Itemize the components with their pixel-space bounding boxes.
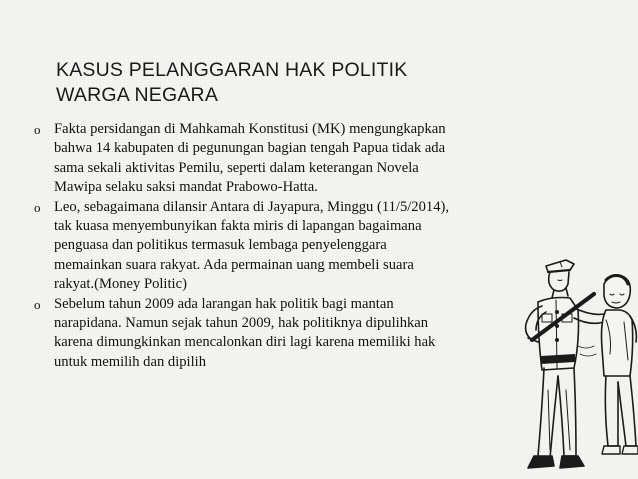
civilian-figure: [602, 275, 638, 454]
police-arrest-sketch-icon: [508, 250, 638, 479]
bullet-line: penguasa dan politikus termasuk lembaga penyelenggara: [54, 237, 387, 254]
bullet-marker: o: [34, 296, 41, 312]
bullet-line: sama sekali aktivitas Pemilu, seperti dalam keterangan Novela: [54, 159, 419, 176]
bullet-list: [34, 120, 554, 372]
bullet-line: Mawipa selaku saksi mandat Prabowo-Hatta.: [54, 179, 318, 196]
bullet-line: tak kuasa menyembunyikan fakta miris di lapangan bagaimana: [54, 218, 422, 235]
bullet-line: rakyat.(Money Politic): [54, 276, 187, 293]
bullet-line: Leo, sebagaimana dilansir Antara di Jayapura, Minggu (11/5/2014),: [54, 198, 450, 215]
policeman-figure: [526, 260, 604, 468]
bullet-line: narapidana. Namun sejak tahun 2009, hak politiknya dipulihkan: [54, 315, 429, 332]
bullet-item-2: [34, 198, 554, 295]
bullet-line: memainkan suara rakyat. Ada permainan uang membeli suara: [54, 256, 414, 273]
bullet-line: bahwa 14 kabupaten di pegunungan bagian tengah Papua tidak ada: [54, 140, 446, 157]
bullet-marker: o: [34, 122, 41, 137]
bullet-line: Fakta persidangan di Mahkamah Konstitusi (MK) mengungkapkan: [54, 121, 446, 137]
title-line-2: WARGA NEGARA: [56, 84, 219, 106]
bullet-line: Sebelum tahun 2009 ada larangan hak politik bagi mantan: [54, 295, 394, 312]
bullet-marker: o: [34, 199, 41, 215]
title-line-1: KASUS PELANGGARAN HAK POLITIK: [56, 59, 408, 81]
slide-title: [56, 58, 476, 108]
bullet-line: untuk memilih dan dipilih: [54, 353, 207, 370]
bullet-item-3: [34, 295, 554, 373]
bullet-line: karena dimungkinkan mencalonkan diri lagi karena memiliki hak: [54, 334, 436, 351]
bullet-item-1: [34, 120, 554, 198]
